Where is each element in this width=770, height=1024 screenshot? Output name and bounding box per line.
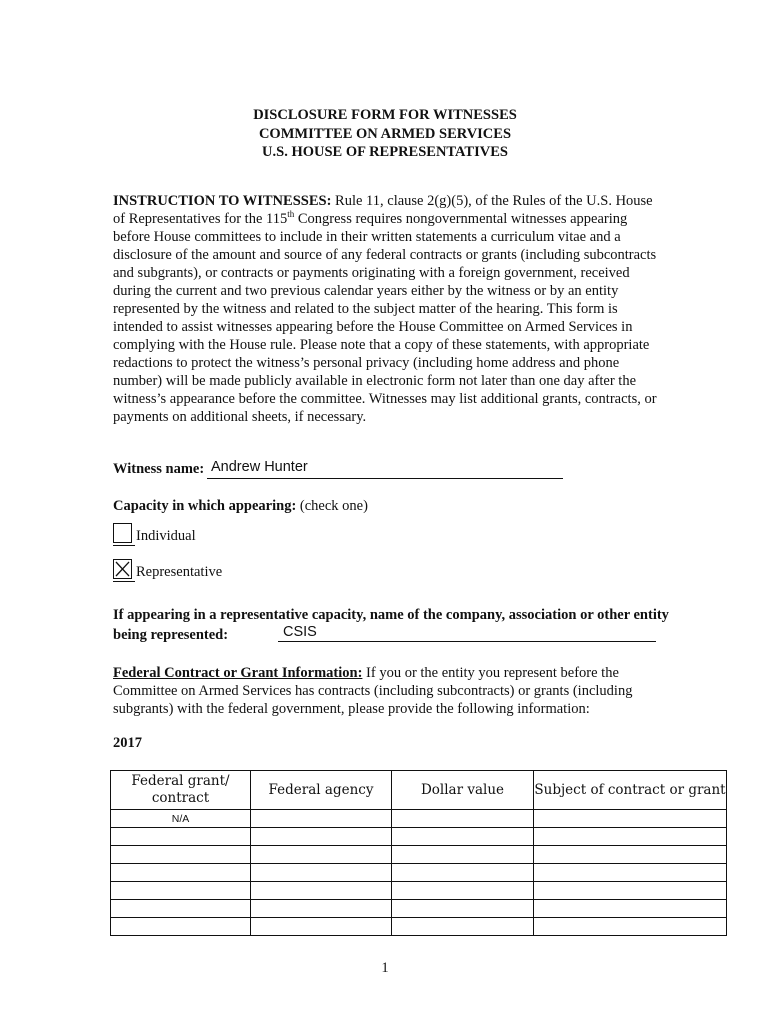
representative-checkbox[interactable] bbox=[113, 559, 132, 579]
representative-underline bbox=[113, 581, 135, 582]
instructions-text-rest: Congress requires nongovernmental witnesses appearing before House committees to include in their written statements a curriculum vitae and a disclosure of the amount and source of any federal contracts or grants (including subcontracts and subgrants), or contracts or payments originating with a foreign government, received during the current and two previous calendar years either by the witness or by an entity represented by the witness and related to the subject matter of the hearing. This form is intended to assist witnesses appearing before the House Committee on Armed Services in complying with the House rule. Please note that a copy of these statements, with appropriate redactions to protect the witness’s personal privacy (including home address and phone number) will be made publicly available in electronic form not later than one day after the witness’s appearance before the committee. Witnesses may list additional grants, contracts, or payments on additional sheets, if necessary. bbox=[113, 211, 657, 425]
federal-contract-lead: Federal Contract or Grant Information: bbox=[113, 665, 363, 681]
table-cell[interactable] bbox=[111, 864, 251, 882]
table-cell[interactable] bbox=[534, 846, 727, 864]
table-cell[interactable] bbox=[111, 828, 251, 846]
table-cell[interactable] bbox=[251, 864, 392, 882]
table-cell[interactable] bbox=[251, 810, 392, 828]
table-cell[interactable] bbox=[534, 828, 727, 846]
entity-name-value: CSIS bbox=[283, 624, 317, 640]
individual-checkbox[interactable] bbox=[113, 523, 132, 543]
table-row bbox=[111, 846, 727, 864]
table-cell[interactable] bbox=[111, 882, 251, 900]
year-heading: 2017 bbox=[113, 735, 142, 751]
table-cell[interactable] bbox=[392, 828, 534, 846]
table-row bbox=[111, 918, 727, 936]
table-row bbox=[111, 828, 727, 846]
instructions-lead: INSTRUCTION TO WITNESSES: bbox=[113, 193, 332, 209]
table-cell[interactable]: N/A bbox=[111, 810, 251, 828]
instructions-superscript: th bbox=[287, 209, 295, 220]
capacity-hint: (check one) bbox=[296, 498, 368, 514]
instructions-text-start: Rule 11, clause 2(g)(5), of the Rules of the U.S. House of Representatives for the 115 bbox=[113, 193, 653, 227]
header-federal-grant: Federal grant/ contract bbox=[111, 771, 251, 810]
table-cell[interactable] bbox=[392, 864, 534, 882]
capacity-label: Capacity in which appearing: bbox=[113, 498, 297, 514]
table-cell[interactable] bbox=[534, 900, 727, 918]
individual-underline bbox=[113, 545, 135, 546]
table-cell[interactable] bbox=[534, 864, 727, 882]
table-row bbox=[111, 810, 727, 828]
table-cell[interactable] bbox=[392, 810, 534, 828]
table-cell[interactable] bbox=[392, 900, 534, 918]
table-cell[interactable] bbox=[251, 918, 392, 936]
federal-contract-paragraph bbox=[113, 664, 661, 718]
table-header-row bbox=[111, 771, 727, 810]
checked-x-icon bbox=[115, 561, 130, 577]
grants-table bbox=[110, 770, 727, 936]
table-row bbox=[111, 882, 727, 900]
table-cell[interactable] bbox=[392, 882, 534, 900]
table-row bbox=[111, 864, 727, 882]
table-cell[interactable] bbox=[251, 846, 392, 864]
table-cell[interactable] bbox=[251, 828, 392, 846]
witness-name-value: Andrew Hunter bbox=[211, 459, 308, 475]
table-cell[interactable] bbox=[111, 846, 251, 864]
table-cell[interactable] bbox=[534, 918, 727, 936]
header-committee: COMMITTEE ON ARMED SERVICES bbox=[258, 125, 512, 142]
individual-label: Individual bbox=[136, 528, 196, 544]
table-cell[interactable] bbox=[534, 810, 727, 828]
entity-name-field[interactable] bbox=[278, 627, 656, 642]
table-cell[interactable] bbox=[111, 918, 251, 936]
entity-question: If appearing in a representative capacity, name of the company, association or other entity being represented: bbox=[113, 607, 669, 643]
table-cell[interactable] bbox=[392, 918, 534, 936]
form-header bbox=[0, 106, 770, 162]
header-dollar-value: Dollar value bbox=[392, 771, 534, 810]
federal-contract-text: If you or the entity you represent before the Committee on Armed Services has contracts (including subcontracts) or grants (including subgrants) with the federal government, please provide the following information: bbox=[113, 665, 633, 717]
table-cell[interactable] bbox=[111, 900, 251, 918]
header-federal-agency: Federal agency bbox=[251, 771, 392, 810]
table-cell[interactable] bbox=[534, 882, 727, 900]
table-row bbox=[111, 900, 727, 918]
table-cell[interactable] bbox=[251, 900, 392, 918]
instructions-paragraph bbox=[113, 192, 658, 426]
representative-label: Representative bbox=[136, 564, 223, 580]
table-cell[interactable] bbox=[251, 882, 392, 900]
table-cell[interactable] bbox=[392, 846, 534, 864]
witness-name-label: Witness name: bbox=[113, 461, 205, 477]
header-subject: Subject of contract or grant bbox=[534, 771, 727, 810]
capacity-question bbox=[113, 498, 368, 515]
page-number: 1 bbox=[381, 960, 389, 976]
header-house: U.S. HOUSE OF REPRESENTATIVES bbox=[262, 144, 508, 160]
header-title: DISCLOSURE FORM FOR WITNESSES bbox=[253, 107, 517, 123]
